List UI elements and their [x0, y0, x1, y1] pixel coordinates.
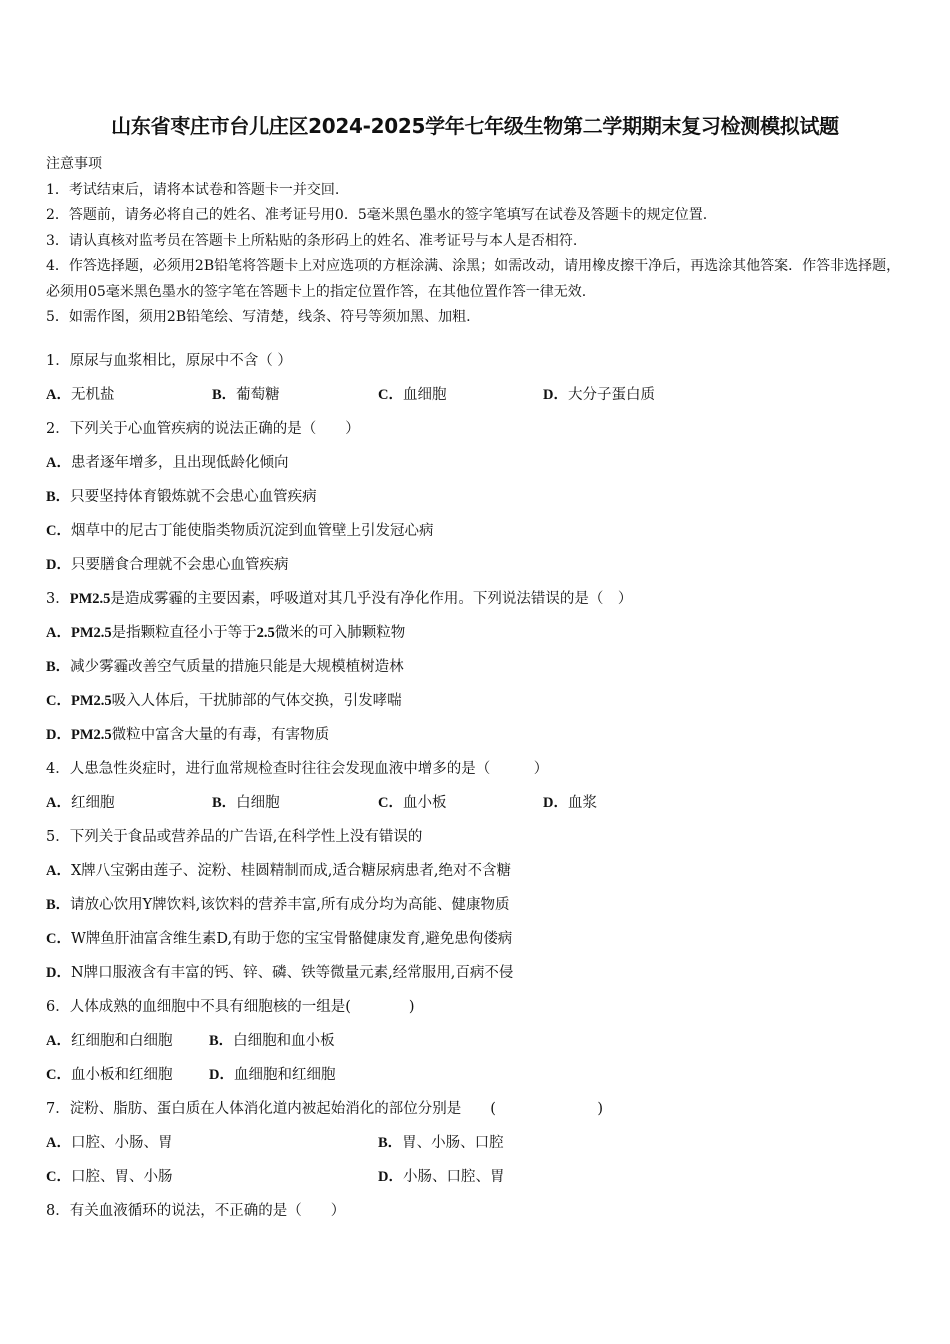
q3-option-c: C．PM2.5吸入人体后，干扰肺部的气体交换，引发哮喘: [46, 693, 402, 709]
question-1-stem: 1．原尿与血浆相比，原尿中不含（ ）: [46, 353, 292, 369]
q4-option-b: B．白细胞: [212, 795, 280, 811]
q2-option-c: C．烟草中的尼古丁能使脂类物质沉淀到血管壁上引发冠心病: [46, 523, 434, 539]
q6-option-a: A．红细胞和白细胞: [46, 1033, 173, 1049]
question-4-stem: 4．人患急性炎症时，进行血常规检查时往往会发现血液中增多的是（ ）: [46, 761, 549, 777]
q6-option-c: C．血小板和红细胞: [46, 1067, 173, 1083]
q5-option-b: B．请放心饮用Y牌饮料,该饮料的营养丰富,所有成分均为高能、健康物质: [46, 897, 510, 913]
q3-option-d: D．PM2.5微粒中富含大量的有毒，有害物质: [46, 727, 330, 743]
q5-option-d: D．N牌口服液含有丰富的钙、锌、磷、铁等微量元素,经常服用,百病不侵: [46, 965, 514, 981]
note-item: 2．答题前，请务必将自己的姓名、准考证号用0．5毫米黑色墨水的签字笔填写在试卷及答题卡的规定位置.: [46, 207, 708, 223]
question-3-stem: 3．PM2.5是造成雾霾的主要因素，呼吸道对其几乎没有净化作用。下列说法错误的是（ ）: [46, 591, 633, 607]
note-item: 1．考试结束后，请将本试卷和答题卡一并交回.: [46, 181, 340, 198]
q7-option-a: A．口腔、小肠、胃: [46, 1135, 173, 1151]
q4-option-d: D．血浆: [543, 795, 597, 811]
notes-heading: 注意事项: [46, 156, 102, 172]
notes-section: [46, 152, 906, 331]
q1-option-d: D．大分子蛋白质: [543, 387, 655, 403]
q4-option-c: C．血小板: [378, 795, 447, 811]
note-item: 3．请认真核对监考员在答题卡上所粘贴的条形码上的姓名、准考证号与本人是否相符.: [46, 232, 578, 249]
q6-option-d: D．血细胞和红细胞: [209, 1067, 336, 1083]
q1-option-b: B．葡萄糖: [212, 387, 280, 403]
q2-option-b: B．只要坚持体育锻炼就不会患心血管疾病: [46, 489, 317, 505]
q5-option-c: C．W牌鱼肝油富含维生素D,有助于您的宝宝骨骼健康发育,避免患佝偻病: [46, 931, 513, 947]
q6-option-b: B．白细胞和血小板: [209, 1033, 335, 1049]
q2-option-a: A．患者逐年增多，且出现低龄化倾向: [46, 455, 289, 471]
note-item: 4．作答选择题，必须用2B铅笔将答题卡上对应选项的方框涂满、涂黑；如需改动，请用橡皮擦干净后，再选涂其他答案．作答非选择题，必须用05毫米黑色墨水的签字笔在答题卡上的指定位置作答，在其他位置作答一律无效.: [46, 258, 901, 300]
question-8-stem: 8．有关血液循环的说法，不正确的是（ ）: [46, 1203, 346, 1219]
question-6-stem: 6．人体成熟的血细胞中不具有细胞核的一组是( ): [46, 999, 415, 1015]
question-5-stem: 5．下列关于食品或营养品的广告语,在科学性上没有错误的: [46, 829, 423, 845]
q4-option-a: A．红细胞: [46, 795, 115, 811]
question-7-stem: 7．淀粉、脂肪、蛋白质在人体消化道内被起始消化的部位分别是 ( ): [46, 1101, 604, 1117]
q7-option-c: C．口腔、胃、小肠: [46, 1169, 173, 1185]
q7-option-b: B．胃、小肠、口腔: [378, 1135, 504, 1151]
q3-option-b: B．减少雾霾改善空气质量的措施只能是大规模植树造林: [46, 659, 404, 675]
q3-option-a: A．PM2.5是指颗粒直径小于等于2.5微米的可入肺颗粒物: [46, 625, 406, 641]
q1-option-c: C．血细胞: [378, 387, 447, 403]
q7-option-d: D．小肠、口腔、胃: [378, 1169, 505, 1185]
q5-option-a: A．X牌八宝粥由莲子、淀粉、桂圆精制而成,适合糖尿病患者,绝对不含糖: [46, 863, 512, 879]
question-2-stem: 2．下列关于心血管疾病的说法正确的是（ ）: [46, 421, 360, 437]
q2-option-d: D．只要膳食合理就不会患心血管疾病: [46, 557, 289, 573]
note-item: 5．如需作图，须用2B铅笔绘、写清楚，线条、符号等须加黑、加粗.: [46, 309, 471, 325]
page-title: 山东省枣庄市台儿庄区2024-2025学年七年级生物第二学期期末复习检测模拟试题: [111, 114, 839, 138]
q1-option-a: A．无机盐: [46, 387, 115, 403]
